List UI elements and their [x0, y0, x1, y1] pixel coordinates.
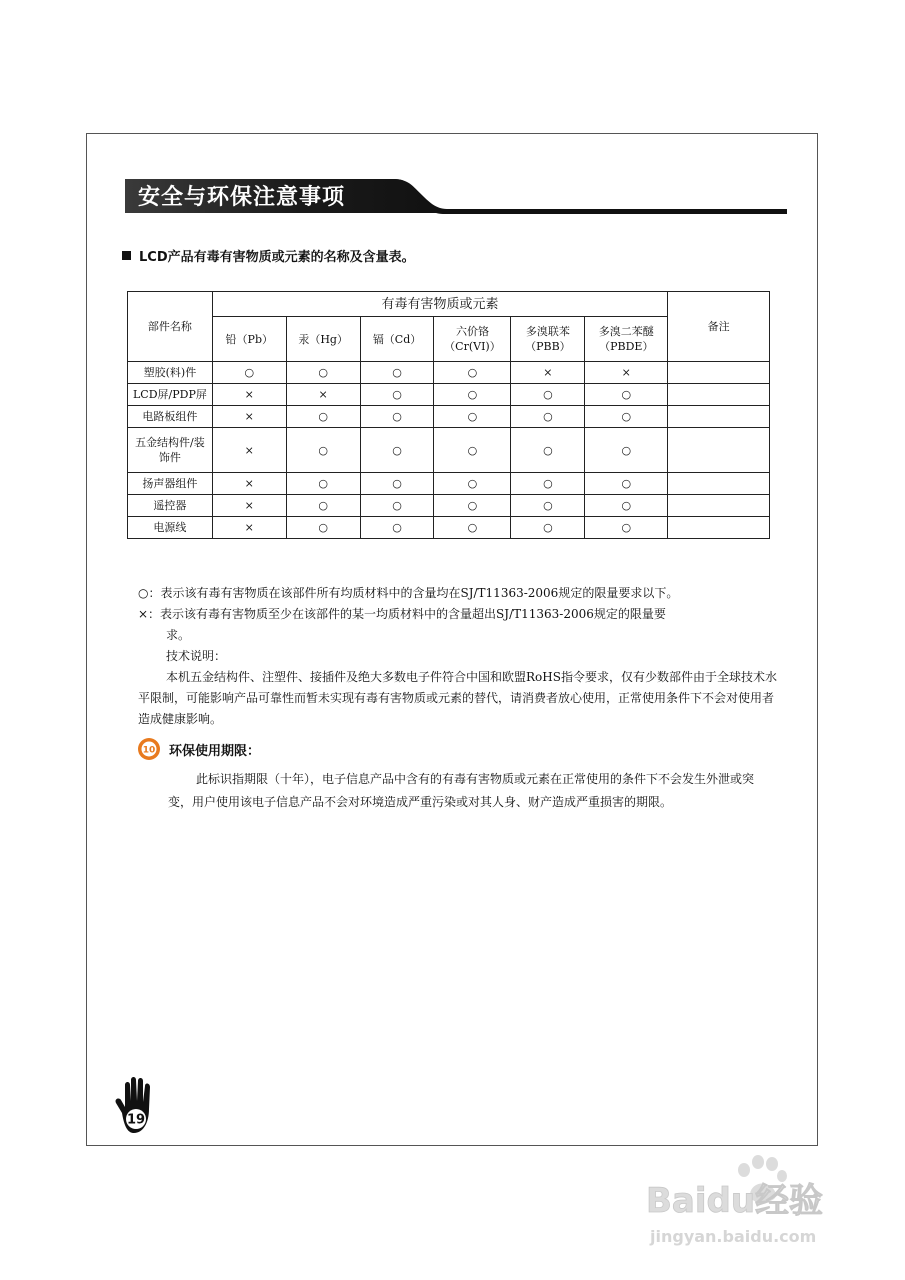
- header-substance-group: 有毒有害物质或元素: [212, 292, 667, 317]
- square-bullet-icon: [122, 251, 131, 260]
- svg-text:10: 10: [142, 745, 156, 756]
- table-row: 电路板组件 × ○ ○ ○ ○ ○: [128, 406, 770, 428]
- table-row: 五金结构件/装饰件 × ○ ○ ○ ○ ○: [128, 428, 770, 473]
- header-substance: 汞（Hg）: [286, 317, 360, 362]
- page-title: 安全与环保注意事项: [138, 185, 346, 210]
- section-title: LCD产品有毒有害物质或元素的名称及含量表。: [139, 250, 415, 265]
- note-cross: ×：表示该有毒有害物质至少在该部件的某一均质材料中的含量超出SJ/T11363-2006规定的限量要: [138, 607, 666, 621]
- tech-note-text: 本机五金结构件、注塑件、接插件及绝大多数电子件符合中国和欧盟RoHS指令要求，仅有少数部件由于全球技术水平限制，可能影响产品可靠性而暂未实现有毒有害物质或元素的替代，请消费者放心使用，正常使用条件下不会对使用者造成健康影响。: [138, 670, 777, 726]
- table-row: 塑胶(料)件 ○ ○ ○ ○ × ×: [128, 362, 770, 384]
- env-period-title: 环保使用期限：: [169, 743, 261, 759]
- baidu-watermark: [640, 1150, 860, 1250]
- table-row: 扬声器组件 × ○ ○ ○ ○ ○: [128, 473, 770, 495]
- header-substance: 多溴联苯 （PBB）: [511, 317, 585, 362]
- section-heading: [122, 246, 415, 265]
- env-period-text: 此标识指期限（十年），电子信息产品中含有的有毒有害物质或元素在正常使用的条件下不会发生外泄或突变，用户使用该电子信息产品不会对环境造成严重污染或对其人身、财产造成严重损害的期限。: [168, 772, 755, 809]
- watermark-url: jingyan.baidu.com: [650, 1227, 817, 1246]
- table-row: LCD屏/PDP屏 × × ○ ○ ○ ○: [128, 384, 770, 406]
- env-period-heading: [137, 737, 260, 761]
- table-row: 电源线 × ○ ○ ○ ○ ○: [128, 517, 770, 539]
- header-substance: 六价铬 （Cr(VI)）: [434, 317, 511, 362]
- header-substance: 镉（Cd）: [360, 317, 434, 362]
- legend-notes: [138, 583, 778, 730]
- header-part-name: 部件名称: [128, 292, 213, 362]
- environmental-period-10-icon: [137, 737, 161, 761]
- table-row: 遥控器 × ○ ○ ○ ○ ○: [128, 495, 770, 517]
- header-note: 备注: [668, 292, 770, 362]
- note-circle: ○：表示该有毒有害物质在该部件所有均质材料中的含量均在SJ/T11363-2006规定的限量要求以下。: [138, 586, 679, 600]
- note-cross-continued: 求。: [166, 628, 191, 642]
- watermark-brand: Baidu经验: [646, 1181, 824, 1221]
- page-number: 19: [126, 1112, 146, 1128]
- header-substance: 多溴二苯醚 （PBDE）: [585, 317, 668, 362]
- hazardous-substance-table: [127, 291, 770, 539]
- hand-page-number-icon: [112, 1075, 164, 1137]
- tech-note-label: 技术说明：: [166, 649, 227, 663]
- header-substance: 铅（Pb）: [212, 317, 286, 362]
